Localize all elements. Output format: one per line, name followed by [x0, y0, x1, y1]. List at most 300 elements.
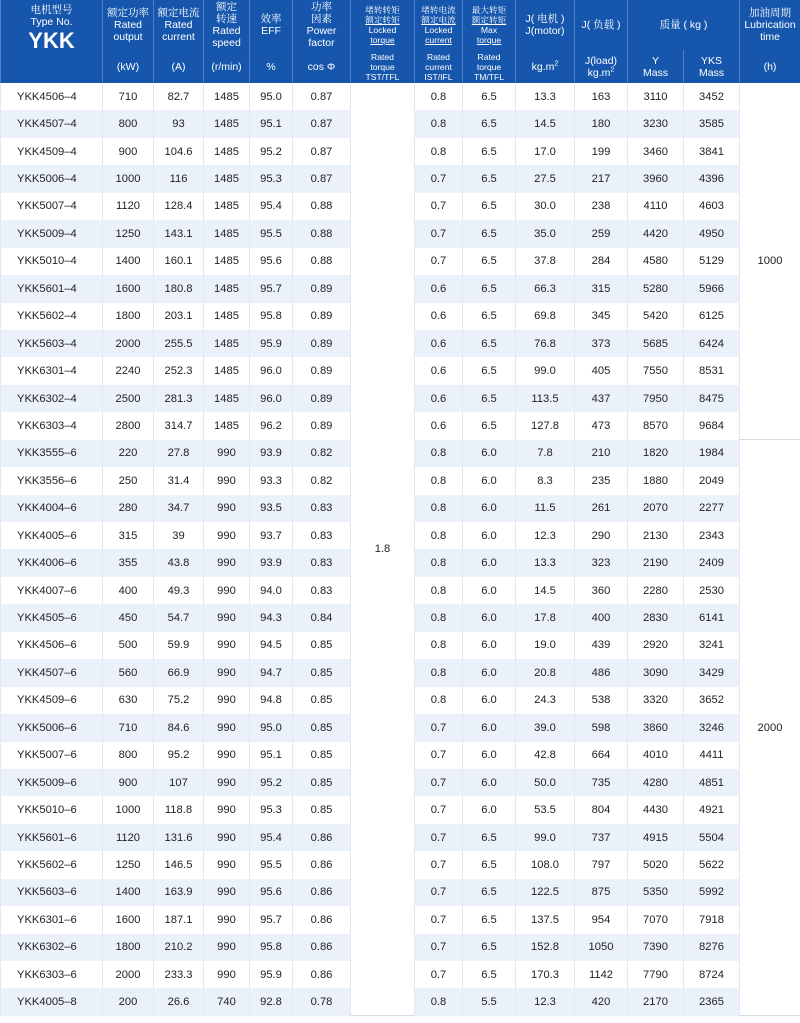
cell-pf: 0.89	[293, 412, 351, 439]
cell-speed: 990	[204, 687, 250, 714]
cell-lockedcurrent: 0.6	[415, 303, 463, 330]
cell-output: 200	[103, 988, 154, 1015]
cell-yksmass: 2365	[684, 988, 740, 1015]
cell-current: 104.6	[154, 138, 204, 165]
cell-jload: 420	[575, 988, 628, 1015]
cell-current: 255.5	[154, 330, 204, 357]
cell-maxtorque: 6.5	[463, 193, 516, 220]
cell-maxtorque: 6.0	[463, 604, 516, 631]
cell-ymass: 3110	[628, 83, 684, 110]
cell-speed: 1485	[204, 83, 250, 110]
cell-ymass: 2830	[628, 604, 684, 631]
header-lubrication: 加油周期 Lubrication time	[740, 0, 800, 50]
cell-ymass: 2130	[628, 522, 684, 549]
cell-yksmass: 5129	[684, 248, 740, 275]
cell-eff: 93.9	[250, 440, 293, 467]
cell-jmotor: 7.8	[516, 440, 575, 467]
cell-speed: 740	[204, 988, 250, 1015]
cell-speed: 990	[204, 522, 250, 549]
merged-locked-torque-cell: 1.8	[351, 83, 415, 1016]
cell-output: 220	[103, 440, 154, 467]
cell-ymass: 5020	[628, 851, 684, 878]
cell-yksmass: 3452	[684, 83, 740, 110]
cell-pf: 0.85	[293, 714, 351, 741]
table-header	[1, 0, 800, 83]
cell-lockedcurrent: 0.8	[415, 467, 463, 494]
header-type-no: 电机型号 Type No. YKK	[1, 0, 103, 83]
cell-jload: 163	[575, 83, 628, 110]
cell-lockedcurrent: 0.6	[415, 385, 463, 412]
cell-maxtorque: 6.0	[463, 522, 516, 549]
cell-output: 710	[103, 714, 154, 741]
cell-ymass: 8570	[628, 412, 684, 439]
cell-jload: 735	[575, 769, 628, 796]
cell-type: YKK5006–6	[1, 714, 103, 741]
cell-yksmass: 5992	[684, 879, 740, 906]
cell-lockedcurrent: 0.7	[415, 742, 463, 769]
header-rated-current: 额定电流 Rated current	[154, 0, 204, 50]
cell-ymass: 2190	[628, 549, 684, 576]
cell-current: 49.3	[154, 577, 204, 604]
cell-type: YKK4004–6	[1, 495, 103, 522]
cell-ymass: 7550	[628, 357, 684, 384]
cell-ymass: 3960	[628, 165, 684, 192]
cell-type: YKK3556–6	[1, 467, 103, 494]
cell-speed: 1485	[204, 138, 250, 165]
cell-output: 800	[103, 742, 154, 769]
cell-jmotor: 20.8	[516, 659, 575, 686]
cell-output: 1120	[103, 824, 154, 851]
unit-max-torque: Rated torque TM/TFL	[463, 50, 516, 83]
cell-output: 1600	[103, 906, 154, 933]
cell-lockedcurrent: 0.8	[415, 988, 463, 1015]
cell-current: 314.7	[154, 412, 204, 439]
cell-maxtorque: 6.0	[463, 769, 516, 796]
cell-maxtorque: 6.5	[463, 165, 516, 192]
cell-output: 2000	[103, 330, 154, 357]
cell-eff: 96.2	[250, 412, 293, 439]
cell-jmotor: 8.3	[516, 467, 575, 494]
cell-eff: 95.8	[250, 303, 293, 330]
cell-type: YKK5010–4	[1, 248, 103, 275]
cell-speed: 990	[204, 714, 250, 741]
cell-pf: 0.85	[293, 769, 351, 796]
cell-type: YKK5009–4	[1, 220, 103, 247]
cell-maxtorque: 6.0	[463, 549, 516, 576]
cell-maxtorque: 6.0	[463, 687, 516, 714]
cell-lockedcurrent: 0.7	[415, 769, 463, 796]
cell-current: 75.2	[154, 687, 204, 714]
cell-type: YKK6301–6	[1, 906, 103, 933]
cell-jmotor: 76.8	[516, 330, 575, 357]
header-power-factor: 功率 因素 Power factor	[293, 0, 351, 50]
cell-maxtorque: 6.5	[463, 303, 516, 330]
cell-lockedcurrent: 0.7	[415, 934, 463, 961]
cell-lockedcurrent: 0.7	[415, 248, 463, 275]
cell-lockedcurrent: 0.6	[415, 275, 463, 302]
cell-jmotor: 127.8	[516, 412, 575, 439]
cell-yksmass: 6141	[684, 604, 740, 631]
cell-maxtorque: 6.5	[463, 934, 516, 961]
cell-maxtorque: 5.5	[463, 988, 516, 1015]
cell-eff: 95.7	[250, 275, 293, 302]
cell-jload: 290	[575, 522, 628, 549]
cell-pf: 0.85	[293, 632, 351, 659]
cell-jmotor: 17.0	[516, 138, 575, 165]
cell-current: 82.7	[154, 83, 204, 110]
cell-pf: 0.83	[293, 577, 351, 604]
cell-ymass: 4915	[628, 824, 684, 851]
cell-lockedcurrent: 0.8	[415, 632, 463, 659]
cell-yksmass: 4950	[684, 220, 740, 247]
cell-jmotor: 99.0	[516, 824, 575, 851]
cell-maxtorque: 6.5	[463, 879, 516, 906]
unit-output: (kW)	[103, 50, 154, 83]
cell-jload: 486	[575, 659, 628, 686]
cell-ymass: 2170	[628, 988, 684, 1015]
cell-type: YKK6302–6	[1, 934, 103, 961]
cell-ymass: 3320	[628, 687, 684, 714]
cell-yksmass: 8276	[684, 934, 740, 961]
cell-yksmass: 3585	[684, 110, 740, 137]
cell-jmotor: 13.3	[516, 549, 575, 576]
cell-lockedcurrent: 0.8	[415, 604, 463, 631]
cell-yksmass: 5622	[684, 851, 740, 878]
cell-ymass: 5280	[628, 275, 684, 302]
cell-eff: 95.6	[250, 879, 293, 906]
cell-output: 1800	[103, 303, 154, 330]
cell-speed: 990	[204, 495, 250, 522]
cell-jload: 797	[575, 851, 628, 878]
cell-current: 118.8	[154, 796, 204, 823]
cell-speed: 990	[204, 769, 250, 796]
cell-lockedcurrent: 0.7	[415, 193, 463, 220]
cell-speed: 990	[204, 961, 250, 988]
merged-lube-cell-2000: 2000	[740, 440, 800, 1016]
cell-output: 2000	[103, 961, 154, 988]
cell-yksmass: 4411	[684, 742, 740, 769]
cell-jload: 180	[575, 110, 628, 137]
cell-type: YKK6303–4	[1, 412, 103, 439]
cell-output: 500	[103, 632, 154, 659]
cell-jmotor: 53.5	[516, 796, 575, 823]
cell-ymass: 4010	[628, 742, 684, 769]
cell-pf: 0.87	[293, 83, 351, 110]
cell-yksmass: 4921	[684, 796, 740, 823]
cell-jload: 1142	[575, 961, 628, 988]
cell-maxtorque: 6.0	[463, 714, 516, 741]
cell-ymass: 2280	[628, 577, 684, 604]
cell-lockedcurrent: 0.7	[415, 851, 463, 878]
cell-eff: 95.5	[250, 851, 293, 878]
cell-eff: 94.5	[250, 632, 293, 659]
cell-pf: 0.85	[293, 796, 351, 823]
cell-ymass: 7950	[628, 385, 684, 412]
cell-pf: 0.85	[293, 687, 351, 714]
cell-jmotor: 122.5	[516, 879, 575, 906]
cell-yksmass: 4851	[684, 769, 740, 796]
cell-pf: 0.88	[293, 248, 351, 275]
header-y-mass: Y Mass	[628, 50, 684, 83]
cell-jmotor: 137.5	[516, 906, 575, 933]
cell-pf: 0.83	[293, 495, 351, 522]
cell-eff: 93.7	[250, 522, 293, 549]
cell-pf: 0.89	[293, 303, 351, 330]
cell-pf: 0.82	[293, 467, 351, 494]
cell-maxtorque: 6.5	[463, 385, 516, 412]
cell-jload: 439	[575, 632, 628, 659]
cell-pf: 0.85	[293, 659, 351, 686]
cell-eff: 95.2	[250, 138, 293, 165]
cell-pf: 0.84	[293, 604, 351, 631]
cell-current: 34.7	[154, 495, 204, 522]
cell-pf: 0.89	[293, 385, 351, 412]
cell-pf: 0.83	[293, 549, 351, 576]
cell-eff: 95.3	[250, 796, 293, 823]
cell-eff: 95.0	[250, 714, 293, 741]
cell-ymass: 3460	[628, 138, 684, 165]
cell-speed: 1485	[204, 412, 250, 439]
cell-jload: 473	[575, 412, 628, 439]
cell-eff: 95.7	[250, 906, 293, 933]
cell-type: YKK5010–6	[1, 796, 103, 823]
cell-ymass: 4580	[628, 248, 684, 275]
cell-type: YKK6302–4	[1, 385, 103, 412]
cell-ymass: 3230	[628, 110, 684, 137]
cell-pf: 0.89	[293, 275, 351, 302]
cell-yksmass: 1984	[684, 440, 740, 467]
cell-jmotor: 30.0	[516, 193, 575, 220]
cell-jmotor: 27.5	[516, 165, 575, 192]
cell-yksmass: 6125	[684, 303, 740, 330]
cell-eff: 95.1	[250, 110, 293, 137]
cell-ymass: 2920	[628, 632, 684, 659]
cell-yksmass: 4603	[684, 193, 740, 220]
cell-eff: 94.8	[250, 687, 293, 714]
cell-output: 250	[103, 467, 154, 494]
cell-current: 233.3	[154, 961, 204, 988]
header-eff: 效率 EFF	[250, 0, 293, 50]
cell-output: 900	[103, 138, 154, 165]
cell-speed: 990	[204, 879, 250, 906]
cell-output: 1400	[103, 879, 154, 906]
cell-jload: 217	[575, 165, 628, 192]
unit-power-factor: cos Φ	[293, 50, 351, 83]
cell-jload: 538	[575, 687, 628, 714]
cell-output: 1250	[103, 851, 154, 878]
cell-output: 355	[103, 549, 154, 576]
cell-output: 1000	[103, 165, 154, 192]
cell-speed: 990	[204, 906, 250, 933]
header-j-motor: J( 电机 ) J(motor)	[516, 0, 575, 50]
cell-current: 128.4	[154, 193, 204, 220]
cell-jload: 284	[575, 248, 628, 275]
cell-eff: 95.6	[250, 248, 293, 275]
cell-maxtorque: 6.0	[463, 742, 516, 769]
cell-current: 26.6	[154, 988, 204, 1015]
table-row	[1, 83, 800, 110]
cell-type: YKK3555–6	[1, 440, 103, 467]
cell-maxtorque: 6.5	[463, 961, 516, 988]
cell-current: 131.6	[154, 824, 204, 851]
cell-jload: 199	[575, 138, 628, 165]
cell-speed: 1485	[204, 385, 250, 412]
cell-yksmass: 2049	[684, 467, 740, 494]
cell-jload: 373	[575, 330, 628, 357]
cell-pf: 0.86	[293, 851, 351, 878]
cell-ymass: 3090	[628, 659, 684, 686]
cell-jmotor: 152.8	[516, 934, 575, 961]
cell-eff: 95.9	[250, 330, 293, 357]
table-body	[1, 83, 800, 1016]
cell-current: 43.8	[154, 549, 204, 576]
cell-current: 39	[154, 522, 204, 549]
cell-current: 180.8	[154, 275, 204, 302]
cell-output: 1250	[103, 220, 154, 247]
cell-jmotor: 24.3	[516, 687, 575, 714]
header-rated-speed: 额定 转速 Rated speed	[204, 0, 250, 50]
cell-pf: 0.87	[293, 110, 351, 137]
cell-type: YKK5602–4	[1, 303, 103, 330]
cell-maxtorque: 6.5	[463, 248, 516, 275]
cell-jload: 875	[575, 879, 628, 906]
cell-pf: 0.86	[293, 824, 351, 851]
cell-speed: 990	[204, 659, 250, 686]
cell-type: YKK6301–4	[1, 357, 103, 384]
cell-maxtorque: 6.0	[463, 796, 516, 823]
cell-eff: 95.2	[250, 769, 293, 796]
cell-speed: 990	[204, 549, 250, 576]
cell-lockedcurrent: 0.8	[415, 577, 463, 604]
cell-ymass: 4110	[628, 193, 684, 220]
cell-eff: 95.0	[250, 83, 293, 110]
cell-lockedcurrent: 0.7	[415, 165, 463, 192]
cell-eff: 95.5	[250, 220, 293, 247]
cell-current: 116	[154, 165, 204, 192]
unit-lubrication: (h)	[740, 50, 800, 83]
cell-output: 710	[103, 83, 154, 110]
cell-maxtorque: 6.5	[463, 330, 516, 357]
cell-ymass: 7790	[628, 961, 684, 988]
cell-output: 900	[103, 769, 154, 796]
cell-jload: 345	[575, 303, 628, 330]
cell-current: 27.8	[154, 440, 204, 467]
cell-jmotor: 50.0	[516, 769, 575, 796]
cell-ymass: 4280	[628, 769, 684, 796]
cell-yksmass: 8475	[684, 385, 740, 412]
cell-pf: 0.86	[293, 906, 351, 933]
cell-ymass: 7390	[628, 934, 684, 961]
cell-yksmass: 3652	[684, 687, 740, 714]
cell-pf: 0.89	[293, 330, 351, 357]
unit-j-motor: $kg.m^2$	[516, 50, 575, 83]
cell-pf: 0.87	[293, 165, 351, 192]
cell-current: 210.2	[154, 934, 204, 961]
cell-lockedcurrent: 0.8	[415, 522, 463, 549]
cell-current: 31.4	[154, 467, 204, 494]
cell-speed: 990	[204, 851, 250, 878]
cell-speed: 1485	[204, 275, 250, 302]
unit-j-load: J(load) $kg.m^2$	[575, 50, 628, 83]
cell-pf: 0.88	[293, 220, 351, 247]
cell-ymass: 3860	[628, 714, 684, 741]
cell-type: YKK5601–6	[1, 824, 103, 851]
cell-eff: 96.0	[250, 357, 293, 384]
cell-jload: 259	[575, 220, 628, 247]
cell-lockedcurrent: 0.7	[415, 714, 463, 741]
cell-jload: 315	[575, 275, 628, 302]
cell-eff: 95.4	[250, 824, 293, 851]
cell-speed: 1485	[204, 165, 250, 192]
cell-eff: 95.1	[250, 742, 293, 769]
cell-current: 163.9	[154, 879, 204, 906]
cell-ymass: 2070	[628, 495, 684, 522]
cell-eff: 93.3	[250, 467, 293, 494]
cell-lockedcurrent: 0.8	[415, 83, 463, 110]
cell-maxtorque: 6.0	[463, 577, 516, 604]
cell-yksmass: 7918	[684, 906, 740, 933]
cell-jload: 804	[575, 796, 628, 823]
unit-current: (A)	[154, 50, 204, 83]
cell-eff: 93.9	[250, 549, 293, 576]
cell-jload: 405	[575, 357, 628, 384]
cell-jload: 954	[575, 906, 628, 933]
cell-jmotor: 99.0	[516, 357, 575, 384]
cell-ymass: 5420	[628, 303, 684, 330]
cell-yksmass: 6424	[684, 330, 740, 357]
cell-yksmass: 3246	[684, 714, 740, 741]
cell-pf: 0.87	[293, 138, 351, 165]
cell-output: 1800	[103, 934, 154, 961]
cell-jload: 323	[575, 549, 628, 576]
cell-pf: 0.89	[293, 357, 351, 384]
cell-yksmass: 8724	[684, 961, 740, 988]
cell-jmotor: 17.8	[516, 604, 575, 631]
cell-jmotor: 66.3	[516, 275, 575, 302]
cell-yksmass: 2277	[684, 495, 740, 522]
cell-output: 1120	[103, 193, 154, 220]
cell-type: YKK4005–6	[1, 522, 103, 549]
cell-lockedcurrent: 0.8	[415, 687, 463, 714]
cell-jload: 400	[575, 604, 628, 631]
cell-lockedcurrent: 0.6	[415, 412, 463, 439]
cell-ymass: 4420	[628, 220, 684, 247]
cell-yksmass: 8531	[684, 357, 740, 384]
cell-current: 143.1	[154, 220, 204, 247]
cell-type: YKK4505–6	[1, 604, 103, 631]
cell-type: YKK5602–6	[1, 851, 103, 878]
cell-jmotor: 35.0	[516, 220, 575, 247]
cell-type: YKK4506–6	[1, 632, 103, 659]
cell-lockedcurrent: 0.7	[415, 796, 463, 823]
cell-yksmass: 5504	[684, 824, 740, 851]
cell-jload: 598	[575, 714, 628, 741]
cell-jload: 238	[575, 193, 628, 220]
cell-eff: 94.3	[250, 604, 293, 631]
cell-output: 1400	[103, 248, 154, 275]
cell-lockedcurrent: 0.8	[415, 549, 463, 576]
cell-jmotor: 42.8	[516, 742, 575, 769]
cell-output: 630	[103, 687, 154, 714]
cell-maxtorque: 6.0	[463, 659, 516, 686]
cell-lockedcurrent: 0.7	[415, 879, 463, 906]
cell-jload: 210	[575, 440, 628, 467]
cell-lockedcurrent: 0.7	[415, 906, 463, 933]
cell-pf: 0.88	[293, 193, 351, 220]
cell-current: 146.5	[154, 851, 204, 878]
cell-eff: 96.0	[250, 385, 293, 412]
cell-current: 93	[154, 110, 204, 137]
